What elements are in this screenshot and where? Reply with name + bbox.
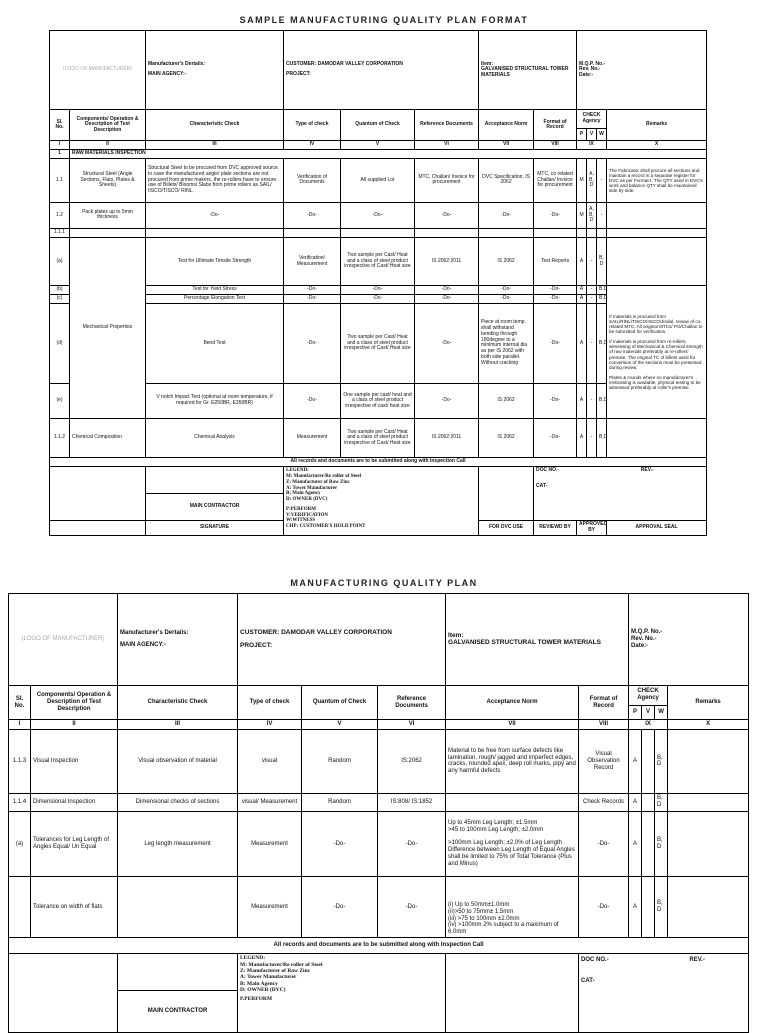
date-label: Date:-	[579, 72, 594, 79]
legend-item: CHP: CUSTOMER'S HOLD POINT	[286, 524, 366, 530]
row-no: 1.1.3	[9, 730, 31, 793]
legend-block	[238, 954, 446, 1033]
records-note: All records and documents are to be submitted along with Inspection Call	[9, 938, 749, 954]
row-characteristic: Percentage Elongation Test	[146, 294, 284, 303]
row-remarks	[607, 238, 707, 285]
legend-item: A: Tower Manufacturer	[240, 974, 297, 981]
customer-block	[284, 31, 479, 110]
col-acceptance: Acceptance Norm	[446, 685, 579, 720]
col-reference: Reference Documents	[378, 685, 446, 720]
row-v: -	[587, 384, 597, 419]
customer-label: CUSTOMER: DAMODAR VALLEY CORPORATION	[286, 61, 403, 68]
col-v: V	[642, 706, 655, 720]
row-component: Chemical Composition	[70, 419, 146, 458]
row-w: -	[597, 202, 607, 229]
col-format: Format of Record	[579, 685, 629, 720]
row-type: -Do-	[284, 285, 341, 294]
rev: REV.-	[640, 467, 654, 474]
row-reference: IS 2062:2011	[415, 419, 479, 458]
legend-item: V:VERIFICATION	[286, 512, 328, 518]
legend-item: M: Manufacturer/Re roller of Steel	[286, 474, 361, 480]
manufacturer-details	[146, 31, 284, 110]
row-no: (b)	[50, 285, 70, 294]
section-title: RAW MATERIALS INSPECTION	[70, 150, 707, 159]
legend-item: P.PERFORM	[240, 996, 273, 1003]
row-v	[642, 811, 655, 876]
row-remarks	[668, 793, 749, 811]
doc2-title: MANUFACTURING QUALITY PLAN	[290, 578, 478, 588]
row-format: -Do-	[534, 285, 577, 294]
row-no: 1.1.4	[9, 793, 31, 811]
approved-by: APPROVED BY	[577, 520, 607, 535]
row-w: B,D	[597, 419, 607, 458]
row-quantum: Random	[302, 730, 378, 793]
row-characteristic: Chemical Analysis	[146, 419, 284, 458]
row-component: Tolerance on width of flats	[31, 877, 118, 938]
roman-5: V	[302, 720, 378, 730]
row-remarks	[607, 419, 707, 458]
row-format: Visual Observation Record	[579, 730, 629, 793]
roman-1: I	[9, 720, 31, 730]
row-quantum: Two sample per Cast/ Heat and a class of steel product irrespective of Cast/ Heat size	[341, 238, 415, 285]
row-remarks	[668, 877, 749, 938]
row-format: -Do-	[534, 303, 577, 383]
col-remarks: Remarks	[668, 685, 749, 720]
mechanical-properties: Mechanical Properties	[70, 238, 146, 419]
column-header-row	[9, 685, 749, 705]
customer-label: CUSTOMER: DAMODAR VALLEY CORPORATION	[240, 629, 392, 637]
legend-item: W:WITNESS	[286, 518, 316, 524]
row-no: (a)	[9, 811, 31, 876]
row-v: A, B, D	[587, 159, 597, 202]
legend-item: A: Tower Manufacturer	[286, 485, 338, 491]
row-p: A	[577, 419, 587, 458]
row-w: B, D	[655, 793, 668, 811]
row-w: B,D	[597, 294, 607, 303]
column-header-row	[50, 110, 707, 129]
row-acceptance: DVC Specification, IS 2062	[479, 159, 534, 202]
main-contractor-label: MAIN CONTRACTOR	[118, 991, 238, 1033]
col-acceptance: Acceptance Norm	[479, 110, 534, 141]
mqp-block	[577, 31, 707, 110]
row-characteristic: V notch Impact Test (optional at room temperature, if required for Gr. E250BR, E350BR)	[146, 384, 284, 419]
approval-seal: APPROVAL SEAL	[607, 520, 707, 535]
row-reference: -Do-	[415, 202, 479, 229]
col-p: P	[629, 706, 642, 720]
row-type: -Do-	[284, 294, 341, 303]
roman-row	[50, 141, 707, 150]
row-w: B, D	[597, 238, 607, 285]
col-quantum: Quantum of Check	[341, 110, 415, 141]
table-row	[9, 877, 749, 938]
mfr-details-label: Manufacturer's Dertails:	[148, 61, 206, 68]
row-acceptance	[446, 793, 579, 811]
row-quantum: Random	[302, 793, 378, 811]
roman-row	[9, 720, 749, 730]
row-remarks	[668, 811, 749, 876]
row-reference: IS:2062	[378, 730, 446, 793]
roman-2: II	[70, 141, 146, 150]
row-characteristic	[118, 877, 238, 938]
row-v: -	[587, 303, 597, 383]
row-remarks: If materials is procured from SAIL/RINL/TISCO/IISCO/Jindal, review of co-related MTC. All original MTCs/ PO/Challan to be submitted for verification. If materials is procured from re-rollers, witnessing of Mechanical & Chemical strength of raw materials preferably at re-rollers' premise. The original TC of billets used for conversion of the sections must be presented during review. Plates & rounds where no manufacturer's embossing is available, physical testing to be witnessed preferably at roller's premise.	[607, 285, 707, 418]
row-p: M	[577, 202, 587, 229]
row-component: Dimensional Inspection	[31, 793, 118, 811]
row-quantum: -Do-	[302, 811, 378, 876]
row-characteristic: Leg length measurement	[118, 811, 238, 876]
row-type: Verification of Documents	[284, 159, 341, 202]
row-type: Verification/ Measurement	[284, 238, 341, 285]
table-row	[50, 238, 707, 285]
rev-no: Rev. No.-	[579, 66, 601, 73]
row-w: B,D	[597, 285, 607, 294]
row-v: -	[587, 285, 597, 294]
legend-title: LEGEND:	[240, 955, 266, 962]
row-type: -Do-	[284, 384, 341, 419]
records-note-row	[50, 458, 707, 467]
table-row	[50, 159, 707, 202]
reviewed-by: REVIEWD BY	[534, 520, 577, 535]
row-remarks	[607, 202, 707, 229]
roman-7: VII	[446, 720, 579, 730]
col-format: Format of Record	[534, 110, 577, 141]
manufacturer-details	[118, 594, 238, 686]
row-quantum: -Do-	[341, 285, 415, 294]
row-acceptance: Piece at room temp. shall withstand bending through 180degree to a minimum internal dia as per IS 2062 with both side parallel. Without cracking	[479, 303, 534, 383]
row-quantum: All supplied Lot	[341, 159, 415, 202]
cat: CAT-	[536, 483, 548, 490]
row-characteristic: Bend Test	[146, 303, 284, 383]
table-row	[50, 285, 707, 294]
row-component: Tolerances for Leg Length of Angles Equal/ Un Equal	[31, 811, 118, 876]
doc1-title: SAMPLE MANUFACTURING QUALITY PLAN FORMAT	[239, 15, 529, 25]
row-acceptance: Material to be free from surface defects like lamination, rough/ jagged and imperfect edges, cracks, rounded apex, deep roll marks, pipy and any harmful defects	[446, 730, 579, 793]
row-p: A	[577, 294, 587, 303]
row-reference: -Do-	[415, 303, 479, 383]
row-remarks	[668, 730, 749, 793]
row-acceptance: IS 2062	[479, 238, 534, 285]
row-component: Structural Steel (Angle Sections, Flats, Plates & Sheets)	[70, 159, 146, 202]
row-w: B,D	[597, 384, 607, 419]
col-slno: Sl. No.	[50, 110, 70, 141]
rev: REV.-	[689, 957, 705, 964]
table-row	[9, 730, 749, 793]
row-w: B, D	[655, 730, 668, 793]
acceptance-part-2: >100mm Leg Length; ±2.0% of Leg Length Difference between Leg Length of Equal Angles shall be limited to 75% of Total Tolerance (Plus and Minus)	[448, 840, 575, 867]
roman-5: V	[341, 141, 415, 150]
date-label: Date:-	[631, 642, 649, 649]
section-no: 1	[50, 150, 70, 159]
legend-block	[284, 467, 479, 536]
col-characteristic: Characteristic Check	[146, 110, 284, 141]
signature-label: SIGNATURE	[146, 520, 284, 535]
col-w: W	[655, 706, 668, 720]
roman-2: II	[31, 720, 118, 730]
customer-block	[238, 594, 446, 686]
row-format: -Do-	[579, 811, 629, 876]
roman-7: VII	[479, 141, 534, 150]
legend-item: D: OWNER (DVC)	[240, 987, 286, 994]
row-v	[642, 793, 655, 811]
row-acceptance: -Do-	[479, 202, 534, 229]
roman-1: I	[50, 141, 70, 150]
header-row	[50, 31, 707, 110]
row-type: Measurement	[238, 811, 302, 876]
row-quantum: Two sample per Cast/ Heat and a class of steel product irrespective of Cast/ Heat size	[341, 303, 415, 383]
col-component: Components/ Operation & Description of Test Description	[31, 685, 118, 720]
col-type: Type of check	[238, 685, 302, 720]
row-acceptance: (i) Up to 50mm±1.0mm (ii)>50 to 75mm± 1.5mm (iii) >75 to 100mm ±2.0mm (iv) >100mm 2% subject to a maximum of 6.0mm	[446, 877, 579, 938]
row-quantum: Two sample per Cast/ Heat and a class of steel product irrespective of Cast/ Heat size	[341, 419, 415, 458]
row-acceptance: IS 2062	[479, 419, 534, 458]
row-type: visual	[238, 730, 302, 793]
row-format: -Do-	[579, 877, 629, 938]
row-characteristic: Test for Yield Stress	[146, 285, 284, 294]
col-slno: Sl. No.	[9, 685, 31, 720]
row-w: B, D	[655, 811, 668, 876]
row-reference: -Do-	[378, 811, 446, 876]
roman-10: X	[607, 141, 707, 150]
legend-item: B: Main Agency	[286, 491, 321, 497]
table-row	[9, 793, 749, 811]
records-note: All records and documents are to be submitted along with Inspection Call	[50, 458, 707, 467]
roman-10: X	[668, 720, 749, 730]
legend-item: M: Manufacturer/Re roller of Steel	[240, 961, 323, 968]
doc-no: DOC NO.-	[536, 467, 560, 474]
row-characteristic: -Do-	[146, 202, 284, 229]
item-label: Item:	[481, 60, 493, 67]
row-reference: -Do-	[415, 294, 479, 303]
row-format: -Do-	[534, 294, 577, 303]
rev-no: Rev. No.-	[631, 635, 657, 642]
row-reference: IS 2062:2011	[415, 238, 479, 285]
row-format: Test Reports	[534, 238, 577, 285]
quality-plan-table-1	[49, 30, 707, 536]
doc-info-block	[579, 954, 749, 1033]
roman-8: VIII	[534, 141, 577, 150]
row-type: Measurement	[284, 419, 341, 458]
row-acceptance: -Do-	[479, 294, 534, 303]
row-format: Check Records	[579, 793, 629, 811]
legend-title: LEGEND:	[286, 468, 309, 474]
row-reference: -Do-	[415, 285, 479, 294]
row-no: (e)	[50, 384, 70, 419]
roman-6: VI	[378, 720, 446, 730]
row-acceptance	[446, 811, 579, 876]
row-quantum: One sample per cast/ heat and a class of steel product irrespective of cast/ heat size	[341, 384, 415, 419]
roman-3: III	[118, 720, 238, 730]
legend-row	[50, 467, 707, 494]
table-row	[9, 811, 749, 876]
row-characteristic: Test for Ultimate Tensile Strength	[146, 238, 284, 285]
mqp-no: M.Q.P. No.-	[631, 629, 663, 635]
row-v	[642, 730, 655, 793]
row-characteristic: Dimensional checks of sections	[118, 793, 238, 811]
mqp-block	[629, 594, 749, 686]
logo-placeholder: (LOGO OF MANUFACTURER)	[9, 594, 118, 686]
legend-item: D: OWNER (DVC)	[286, 497, 328, 503]
for-dvc-use: FOR DVC USE	[479, 520, 534, 535]
row-type: visual/ Measurement	[238, 793, 302, 811]
project-label: PROJECT:	[240, 641, 273, 649]
row-p: A	[629, 793, 642, 811]
row-reference: -Do-	[378, 877, 446, 938]
row-v: -	[587, 238, 597, 285]
header-row	[9, 594, 749, 686]
row-quantum: -Do-	[341, 294, 415, 303]
row-no	[9, 877, 31, 938]
row-characteristic: Structural Steel to be procured from DVC approved source. In case the manufactured angle/ plate sections are not procured from prime makers, the re-rollers have to ensure use of Billets/ Blooms/ Slabs from prime rollers as SAIL/ IISCO/TISCO/ RINL.	[146, 159, 284, 202]
doc-no: DOC NO.-	[581, 957, 609, 964]
row-p: A	[577, 384, 587, 419]
row-v: A, B, D	[587, 202, 597, 229]
row-acceptance: -Do-	[479, 285, 534, 294]
row-reference: IS:808/ IS:1852	[378, 793, 446, 811]
col-v: V	[587, 128, 597, 140]
col-p: P	[577, 128, 587, 140]
mqp-no: M.Q.P. No.-	[579, 60, 606, 67]
main-contractor-label: MAIN CONTRACTOR	[146, 494, 284, 521]
row-p: A	[577, 238, 587, 285]
row-p: A	[629, 877, 642, 938]
row-type: -Do-	[284, 202, 341, 229]
acceptance-part-1: Up to 45mm Leg Length; ±1.5mm >45 to 100mm Leg Length; ±2.0mm	[448, 820, 544, 834]
col-remarks: Remarks	[607, 110, 707, 141]
roman-3: III	[146, 141, 284, 150]
col-w: W	[597, 128, 607, 140]
cat: CAT-	[581, 978, 595, 985]
quality-plan-table-2	[8, 593, 749, 1033]
row-no: 1.1.2	[50, 419, 70, 458]
col-reference: Reference Documents	[415, 110, 479, 141]
roman-9: IX	[577, 141, 607, 150]
row-type: -Do-	[284, 303, 341, 383]
row-v: -	[587, 419, 597, 458]
item-label: Item:	[448, 631, 464, 639]
col-quantum: Quantum of Check	[302, 685, 378, 720]
col-characteristic: Characteristic Check	[118, 685, 238, 720]
roman-9: IX	[629, 720, 668, 730]
logo-placeholder: (LOGO OF MANUFACTURER)	[50, 31, 146, 110]
row-p: A	[629, 730, 642, 793]
row-no: 1.2	[50, 202, 70, 229]
doc-info-block	[534, 467, 707, 521]
item-name: GALVANISED STRUCTURAL TOWER MATERIALS	[481, 66, 569, 79]
row-type: Measurement	[238, 877, 302, 938]
row-format: -Do-	[534, 384, 577, 419]
row-component: Pack plates up to 5mm thickness	[70, 202, 146, 229]
legend-item: Z: Manufacturer of Raw Zinc	[240, 968, 311, 975]
table-row	[50, 419, 707, 458]
row-component: Visual Inspection	[31, 730, 118, 793]
row-w: B, D	[655, 877, 668, 938]
row-reference: MTC, Challan/ Invoice for procurement	[415, 159, 479, 202]
row-characteristic: Visual observation of material	[118, 730, 238, 793]
item-block	[446, 594, 629, 686]
legend-row	[9, 954, 749, 991]
col-check-agency: CHECK Agency	[577, 110, 607, 129]
roman-8: VIII	[579, 720, 629, 730]
section-row	[50, 150, 707, 159]
row-no: 1.1.1	[50, 229, 70, 238]
mfr-details-label: Manufacturer's Dertails:	[120, 629, 189, 636]
row-no: (a)	[50, 238, 70, 285]
row-v	[642, 877, 655, 938]
item-block	[479, 31, 577, 110]
row-no: (d)	[50, 303, 70, 383]
row-p: A	[629, 811, 642, 876]
row-remarks: The Fabricator shall procure all sections and maintain a record in a separate register for DVC as per Format-I. The QTY used in DVC's work and balance QTY shall be maintained side by side.	[607, 159, 707, 202]
legend-item: Z: Manufacturer of Raw Zinc	[286, 479, 350, 485]
legend-item: B: Main Agency	[240, 980, 278, 987]
roman-4: IV	[284, 141, 341, 150]
row-p: A	[577, 285, 587, 294]
row-no: 1.1	[50, 159, 70, 202]
row-p: M	[577, 159, 587, 202]
row-w: B,D	[597, 303, 607, 383]
row-reference: -Do-	[415, 384, 479, 419]
roman-6: VI	[415, 141, 479, 150]
row-format: -Do-	[534, 202, 577, 229]
table-row	[50, 229, 707, 238]
main-agency-label: MAIN AGENCY:-	[120, 641, 167, 648]
records-note-row	[9, 938, 749, 954]
col-component: Components/ Operation & Description of Test Description	[70, 110, 146, 141]
main-agency-label: MAIN AGENCY:-	[148, 71, 187, 78]
col-type: Type of check	[284, 110, 341, 141]
row-quantum: -Do-	[341, 202, 415, 229]
item-name: GALVANISED STRUCTURAL TOWER MATERIALS	[448, 639, 601, 647]
row-no: (c)	[50, 294, 70, 303]
row-format: -Do-	[534, 419, 577, 458]
row-quantum: -Do-	[302, 877, 378, 938]
row-format: MTC, co related Challan/ Invoice for procurement	[534, 159, 577, 202]
row-p: A	[577, 303, 587, 383]
table-row	[50, 202, 707, 229]
row-v: -	[587, 294, 597, 303]
row-w: -	[597, 159, 607, 202]
legend-item: P:PERFORM	[286, 506, 317, 512]
row-acceptance: IS 2062	[479, 384, 534, 419]
roman-4: IV	[238, 720, 302, 730]
col-check-agency: CHECK Agency	[629, 685, 668, 705]
project-label: PROJECT:	[286, 71, 311, 78]
